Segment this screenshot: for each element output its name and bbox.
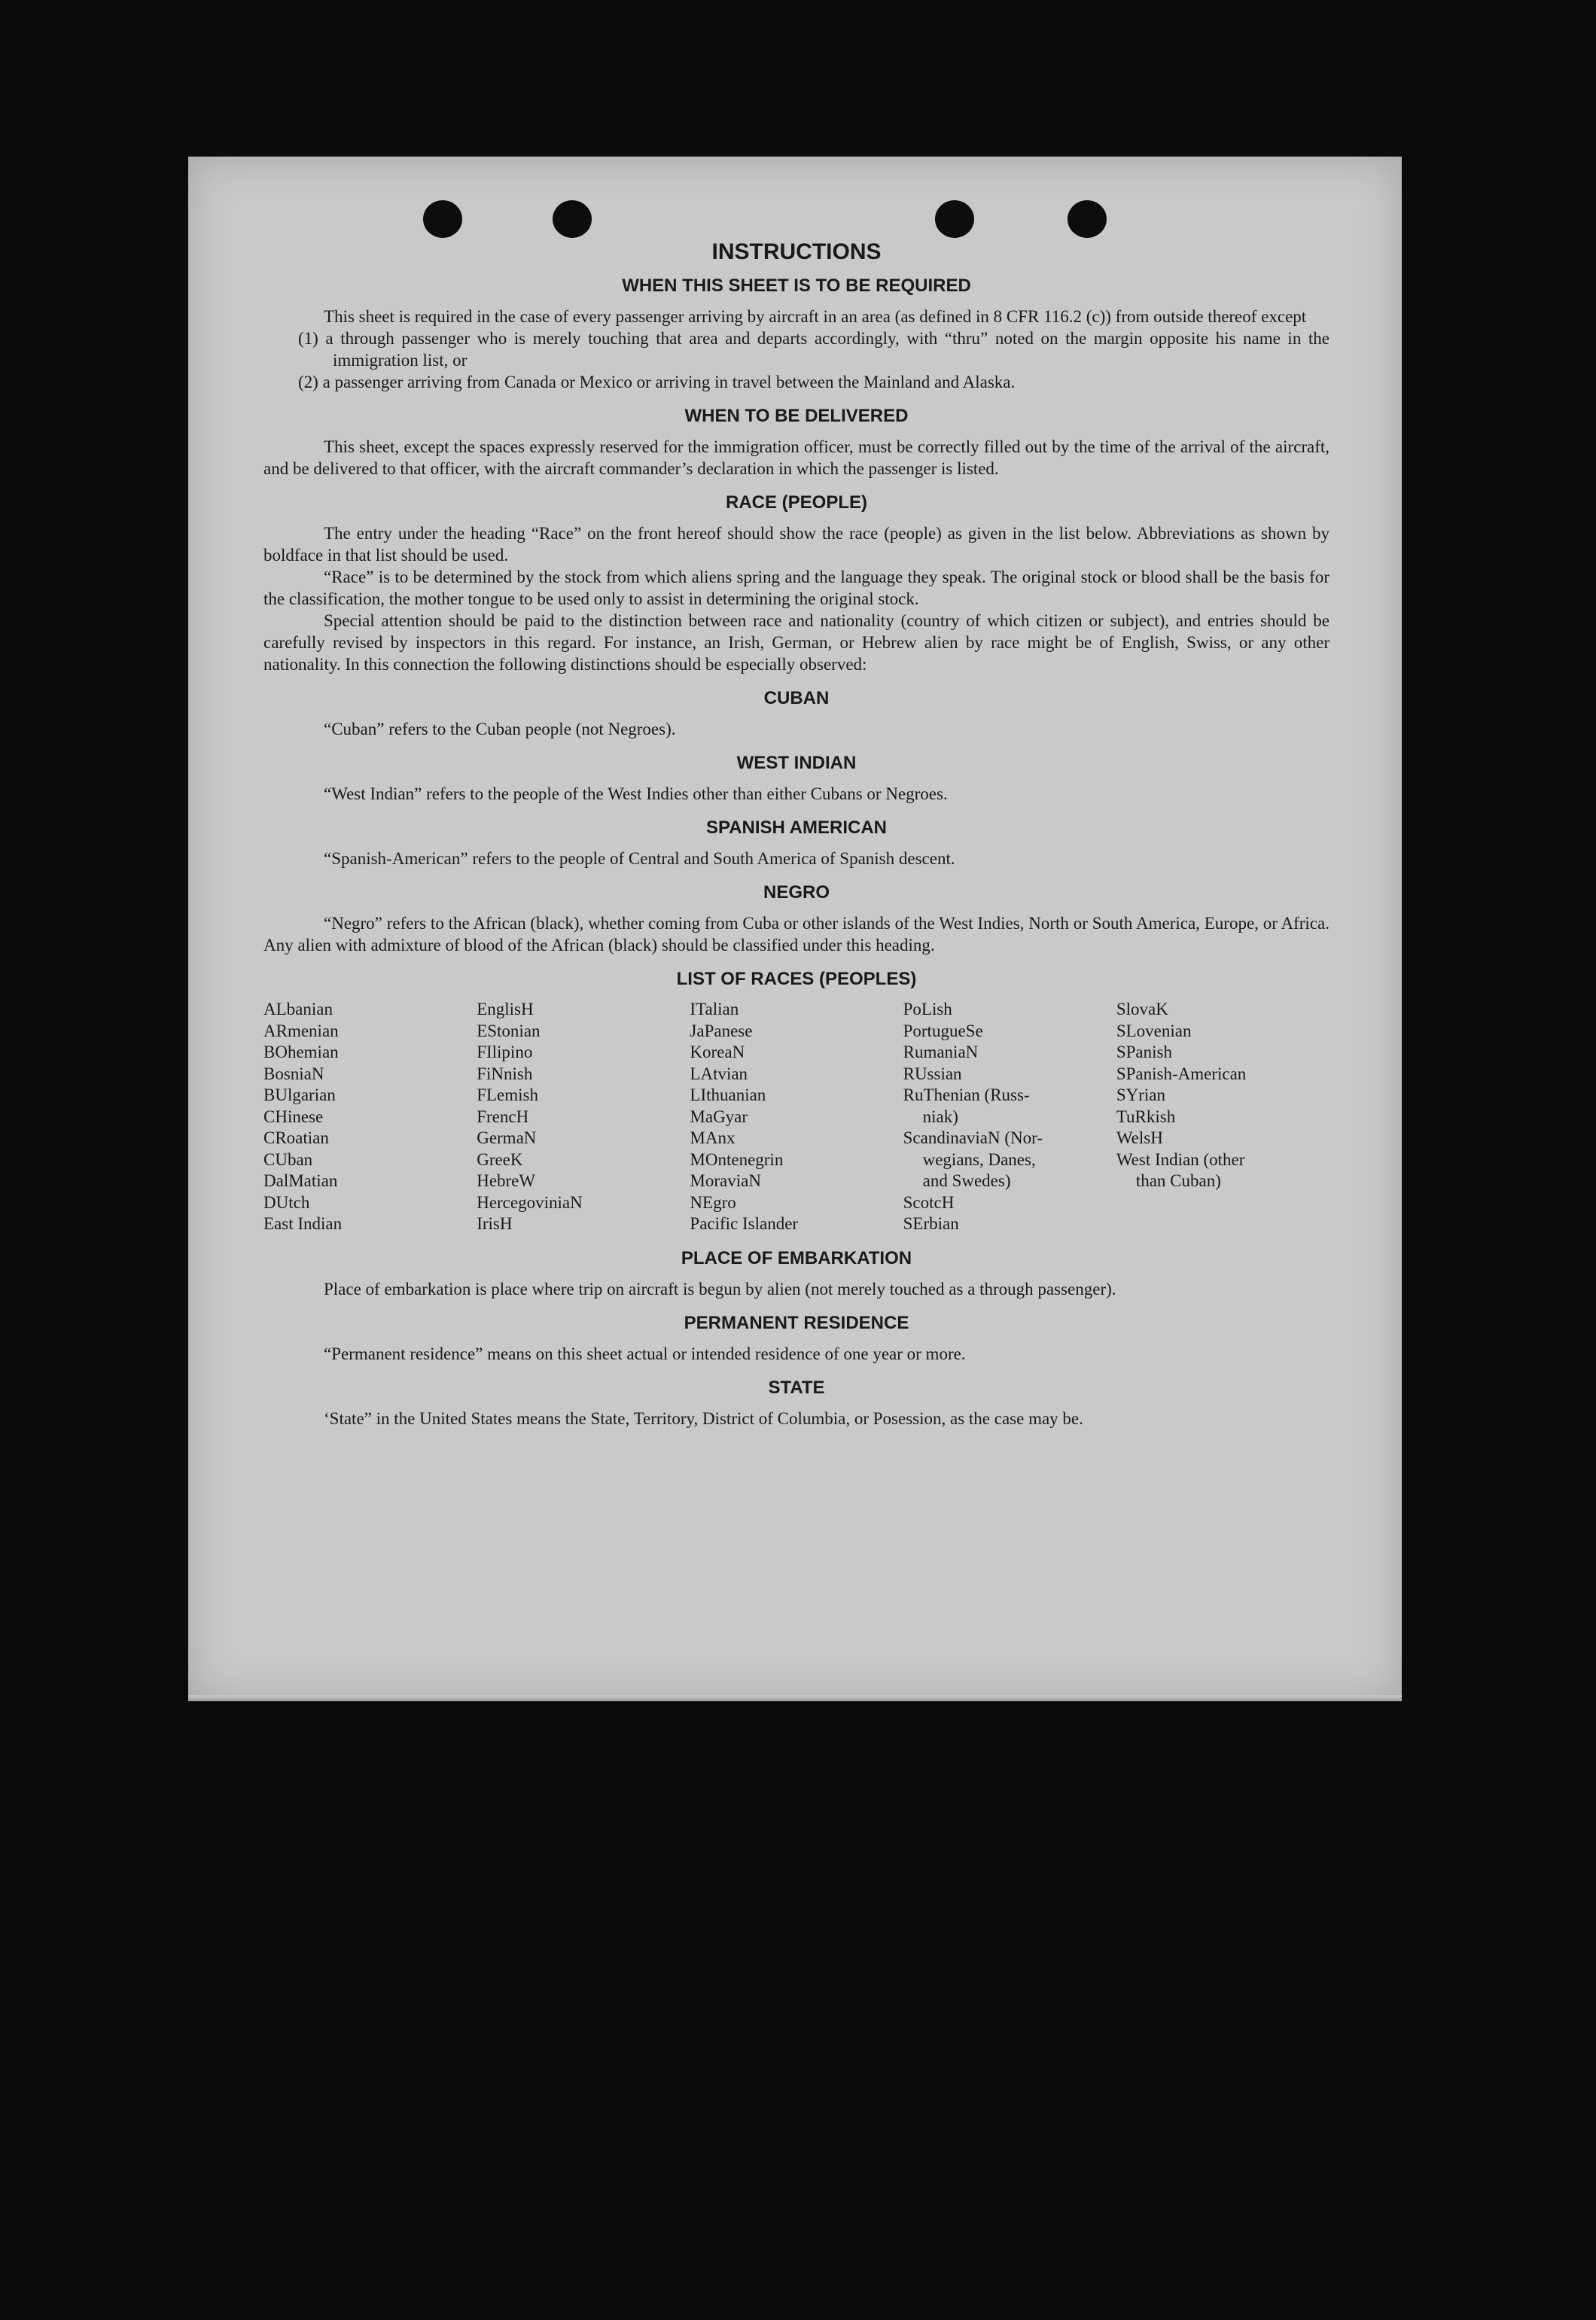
race-entry: BosniaN [263,1064,324,1083]
section-heading: STATE [768,1377,825,1398]
list-item: (2) a passenger arriving from Canada or Mexico or arriving in travel between the Mainland and Alaska. [298,373,1016,391]
section-heading: WHEN TO BE DELIVERED [684,406,909,426]
race-entry: RUssian [903,1064,962,1083]
section-west-indian [263,752,1329,805]
section-when-required [263,275,1329,393]
race-entry: East Indian [263,1214,343,1233]
race-entry: RumaniaN [903,1043,979,1061]
race-entry: SlovaK [1116,1000,1168,1018]
section-heading: PERMANENT RESIDENCE [684,1312,909,1333]
race-entry: FiNnish [477,1064,533,1083]
paragraph: “West Indian” refers to the people of the West Indies other than either Cubans or Negroes. [324,784,948,803]
race-entry: JaPanese [690,1021,753,1040]
race-entry: SPanish [1116,1043,1172,1061]
race-entry: ScandinaviaN (Nor- [903,1128,1043,1147]
punch-hole [553,200,592,238]
race-entry: ITalian [690,1000,739,1018]
section-cuban [263,687,1329,740]
race-entry: HercegoviniaN [477,1192,583,1212]
race-entry: SLovenian [1116,1021,1192,1040]
paragraph: Special attention should be paid to the distinction between race and nationality (country of which citizen or subject), and entries should be carefully revised by inspectors in this regard. For instance, an Irish, German, or Hebrew alien by race might be of English, Swiss, or any other nationality. In this connection the following distinctions should be especially observed: [263,611,1329,674]
paragraph: “Race” is to be determined by the stock from which aliens spring and the language they speak. The original stock or blood shall be the basis for the classification, the mother tongue to be used only to assist in determining the original stock. [263,568,1329,608]
race-entry: DUtch [263,1192,310,1212]
race-entry: CRoatian [263,1128,329,1147]
paragraph: This sheet, except the spaces expressly reserved for the immigration officer, must be correctly filled out by the time of the arrival of the aircraft, and be delivered to that officer, with the aircraft commander’s declaration in which the passenger is listed. [263,437,1329,478]
race-entry: ALbanian [263,1000,333,1018]
section-state [263,1377,1329,1429]
race-entry: PortugueSe [903,1021,983,1040]
section-heading: SPANISH AMERICAN [705,817,887,838]
race-entry: than Cuban) [1135,1171,1221,1190]
paragraph: ‘State” in the United States means the State, Territory, District of Columbia, or Posession, as the case may be. [324,1408,1083,1428]
section-heading: LIST OF RACES (PEOPLES) [676,969,917,989]
paragraph: “Spanish-American” refers to the people of Central and South America of Spanish descent. [324,849,955,868]
races-list [263,968,1329,1235]
race-entry: EnglisH [477,1000,534,1018]
race-entry: West Indian (other [1116,1149,1245,1169]
section-heading: NEGRO [763,882,830,903]
race-entry: FLemish [477,1085,538,1104]
section-when-delivered [263,405,1329,480]
section-heading: WEST INDIAN [736,753,857,773]
race-column [690,999,903,1235]
race-column [903,999,1116,1235]
races-columns [263,999,1329,1235]
race-column [263,999,477,1235]
race-entry: KoreaN [690,1043,745,1061]
race-entry: HebreW [477,1171,536,1190]
race-entry: SYrian [1116,1085,1165,1104]
paragraph: The entry under the heading “Race” on the front hereof should show the race (people) as given in the list below. Abbreviations as shown by boldface in that list should be used. [263,524,1329,565]
race-entry: SErbian [903,1214,959,1233]
race-entry: RuThenian (Russ- [903,1085,1030,1104]
document-sheet [188,157,1402,1701]
paragraph: “Negro” refers to the African (black), whether coming from Cuba or other islands of the West Indies, North or South America, Europe, or Africa. Any alien with admixture of blood of the African (black) should be classified under this heading. [263,914,1329,954]
section-negro [263,881,1329,956]
race-entry: EStonian [477,1021,541,1040]
paragraph: This sheet is required in the case of every passenger arriving by aircraft in an area (as defined in 8 CFR 116.2 (c)) from outside thereof except [324,307,1307,326]
punch-hole [935,200,974,238]
race-entry: CUban [263,1149,313,1169]
section-race [263,492,1329,675]
race-entry: TuRkish [1116,1107,1176,1126]
list-item: (1) a through passenger who is merely touching that area and departs accordingly, with “thru” noted on the margin opposite his name in the immigration list, or [298,329,1329,370]
race-entry: wegians, Danes, [922,1149,1036,1169]
race-entry: FIlipino [477,1043,533,1061]
section-permanent-residence [263,1312,1329,1365]
punch-hole [1068,200,1107,238]
race-entry: NEgro [690,1192,736,1212]
section-heading: RACE (PEOPLE) [725,492,867,513]
paragraph: “Cuban” refers to the Cuban people (not Negroes). [324,720,676,738]
race-entry: SPanish-American [1116,1064,1247,1083]
race-entry: FrencH [477,1107,529,1126]
race-entry: GermaN [477,1128,537,1147]
race-entry: LIthuanian [690,1085,766,1104]
race-entry: BUlgarian [263,1085,336,1104]
punch-hole [423,200,462,238]
race-entry: WelsH [1116,1128,1163,1147]
race-entry: PoLish [903,1000,952,1018]
sheet-edge [188,1695,1402,1701]
race-entry: niak) [922,1107,958,1126]
race-entry: Pacific Islander [690,1214,799,1233]
document-content [263,241,1329,1429]
section-heading: CUBAN [763,688,830,708]
document-title: INSTRUCTIONS [711,239,882,264]
paragraph: “Permanent residence” means on this sheet actual or intended residence of one year or more. [324,1344,966,1363]
section-heading: PLACE OF EMBARKATION [681,1247,912,1268]
race-entry: ScotcH [903,1192,955,1212]
race-entry: MoraviaN [690,1171,761,1190]
race-entry: MaGyar [690,1107,748,1126]
race-entry: DalMatian [263,1171,338,1190]
race-entry: IrisH [477,1214,513,1233]
section-place-of-embarkation [263,1247,1329,1300]
paragraph: Place of embarkation is place where trip on aircraft is begun by alien (not merely touched as a through passenger). [324,1279,1116,1299]
race-entry: CHinese [263,1107,324,1126]
section-heading: WHEN THIS SHEET IS TO BE REQUIRED [622,276,971,296]
race-entry: MAnx [690,1128,736,1147]
race-entry: MOntenegrin [690,1149,784,1169]
race-entry: LAtvian [690,1064,748,1083]
race-entry: GreeK [477,1149,523,1169]
race-entry: and Swedes) [922,1171,1011,1190]
race-column [1116,999,1329,1235]
race-entry: ARmenian [263,1021,339,1040]
race-entry: BOhemian [263,1043,339,1061]
race-column [477,999,690,1235]
section-spanish-american [263,817,1329,869]
